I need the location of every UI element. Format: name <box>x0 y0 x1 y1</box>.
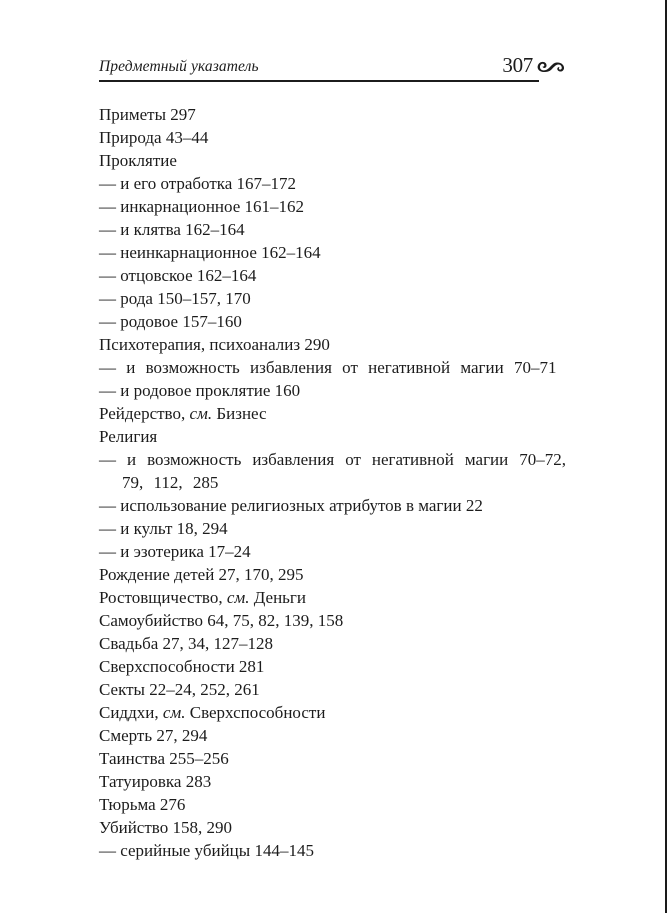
see-also-label: см. <box>162 703 186 722</box>
index-entry: Природа 43–44 <box>99 128 209 147</box>
index-subentry: — и клятва 162–164 <box>99 220 245 239</box>
index-subentry: — неинкарнационное 162–164 <box>99 243 321 262</box>
index-term: Рейдерство, <box>99 404 186 423</box>
index-entry: Свадьба 27, 34, 127–128 <box>99 634 274 653</box>
running-head-title: Предметный указатель <box>99 58 259 75</box>
index-subentry: — серийные убийцы 144–145 <box>99 841 314 860</box>
index-entry: Проклятие <box>99 151 177 170</box>
index-subentry: — и его отработка 167–172 <box>99 174 297 193</box>
index-entry: Рождение детей 27, 170, 295 <box>99 565 304 584</box>
index-entry-cross-reference <box>99 586 566 609</box>
index-subentry: — и культ 18, 294 <box>99 519 228 538</box>
index-entry: Таинства 255–256 <box>99 749 229 768</box>
cross-reference-target: Сверхспособности <box>189 703 326 722</box>
see-also-label: см. <box>189 404 213 423</box>
running-head <box>99 52 565 82</box>
index-entry: Татуировка 283 <box>99 772 212 791</box>
index-entry: Приметы 297 <box>99 105 196 124</box>
index-entry-cross-reference <box>99 701 566 724</box>
index-entry: Убийство 158, 290 <box>99 818 232 837</box>
index-entry: Самоубийство 64, 75, 82, 139, 158 <box>99 611 344 630</box>
running-head-rule <box>99 80 539 82</box>
index-entry: Смерть 27, 294 <box>99 726 208 745</box>
index-subentry: — родовое 157–160 <box>99 312 242 331</box>
index-subentry: — и родовое проклятие 160 <box>99 381 301 400</box>
index-subentry: — и возможность избавления от негативной магии 70–71 <box>99 358 557 377</box>
cross-reference-target: Деньги <box>253 588 307 607</box>
index-entry-cross-reference <box>99 402 566 425</box>
index-entry: Религия <box>99 427 158 446</box>
cross-reference-target: Бизнес <box>216 404 267 423</box>
subject-index-list <box>99 103 566 862</box>
index-subentry: — и возможность избавления от негативной магии 70–72, 79, 112, 285 <box>99 450 566 492</box>
index-term: Сиддхи, <box>99 703 159 722</box>
index-entry: Психотерапия, психоанализ 290 <box>99 335 330 354</box>
index-entry: Сверхспособности 281 <box>99 657 265 676</box>
index-entry: Секты 22–24, 252, 261 <box>99 680 260 699</box>
index-entry: Тюрьма 276 <box>99 795 186 814</box>
index-subentry: — использование религиозных атрибутов в магии 22 <box>99 496 483 515</box>
page-number: 307 <box>502 53 533 77</box>
fleuron-icon <box>535 59 567 75</box>
index-term: Ростовщичество, <box>99 588 223 607</box>
see-also-label: см. <box>226 588 250 607</box>
index-subentry: — и эзотерика 17–24 <box>99 542 251 561</box>
index-subentry: — рода 150–157, 170 <box>99 289 251 308</box>
index-subentry: — инкарнационное 161–162 <box>99 197 305 216</box>
index-subentry: — отцовское 162–164 <box>99 266 257 285</box>
